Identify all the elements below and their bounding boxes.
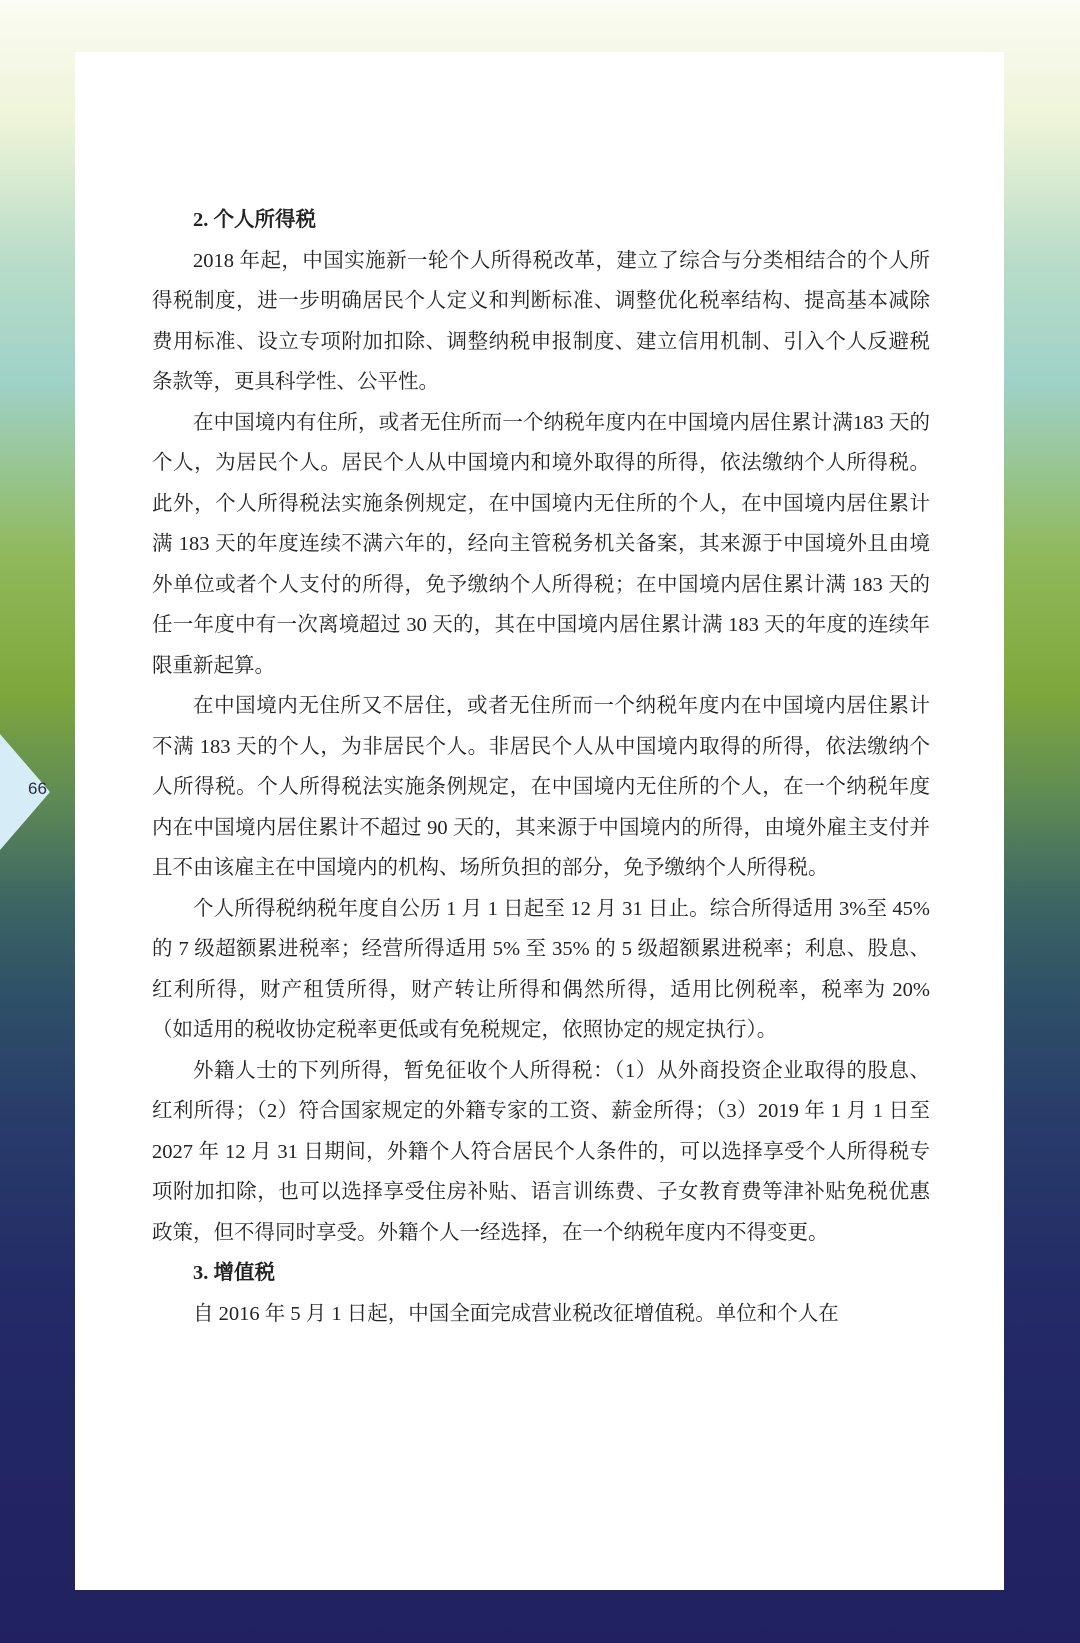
paragraph: 在中国境内无住所又不居住，或者无住所而一个纳税年度内在中国境内居住累计不满 183 天的个人，为非居民个人。非居民个人从中国境内取得的所得，依法缴纳个人所得税。个人所得税法实施条例规定，在中国境内无住所的个人，在一个纳税年度内在中国境内居住累计不超过 90 天的，其来源于中国境内的所得，由境外雇主支付并且不由该雇主在中国境内的机构、场所负担的部分，免予缴纳个人所得税。 [152,695,930,879]
page-number: 66 [28,779,47,798]
paragraph: 外籍人士的下列所得，暂免征收个人所得税：（1）从外商投资企业取得的股息、红利所得；（2）符合国家规定的外籍专家的工资、薪金所得；（3）2019 年 1 月 1 日至 2027 年 12 月 31 日期间，外籍个人符合居民个人条件的，可以选择享受个人所得税专项附加扣除，也可以选择享受住房补贴、语言训练费、子女教育费等津补贴免税优惠政策，但不得同时享受。外籍个人一经选择，在一个纳税年度内不得变更。 [152,1059,930,1244]
document-body [152,200,930,1334]
section-heading-income-tax: 2. 个人所得税 [193,209,316,231]
section-heading-vat: 3. 增值税 [193,1262,275,1284]
paragraph: 2018 年起，中国实施新一轮个人所得税改革，建立了综合与分类相结合的个人所得税制度，进一步明确居民个人定义和判断标准、调整优化税率结构、提高基本减除费用标准、设立专项附加扣除、调整纳税申报制度、建立信用机制、引入个人反避税条款等，更具科学性、公平性。 [152,249,930,393]
paragraph: 个人所得税纳税年度自公历 1 月 1 日起至 12 月 31 日止。综合所得适用 3%至 45% 的 7 级超额累进税率；经营所得适用 5% 至 35% 的 5 级超额累进税率；利息、股息、红利所得，财产租赁所得，财产转让所得和偶然所得，适用比例税率，税率为 20%（如适用的税收协定税率更低或有免税规定，依照协定的规定执行）。 [152,897,930,1041]
paragraph: 自 2016 年 5 月 1 日起，中国全面完成营业税改征增值税。单位和个人在 [193,1302,839,1325]
paragraph: 在中国境内有住所，或者无住所而一个纳税年度内在中国境内居住累计满183 天的个人，为居民个人。居民个人从中国境内和境外取得的所得，依法缴纳个人所得税。此外，个人所得税法实施条例规定，在中国境内无住所的个人，在中国境内居住累计满 183 天的年度连续不满六年的，经向主管税务机关备案，其来源于中国境外且由境外单位或者个人支付的所得，免予缴纳个人所得税；在中国境内居住累计满 183 天的任一年度中有一次离境超过 30 天的，其在中国境内居住累计满 183 天的年度的连续年限重新起算。 [152,411,930,677]
